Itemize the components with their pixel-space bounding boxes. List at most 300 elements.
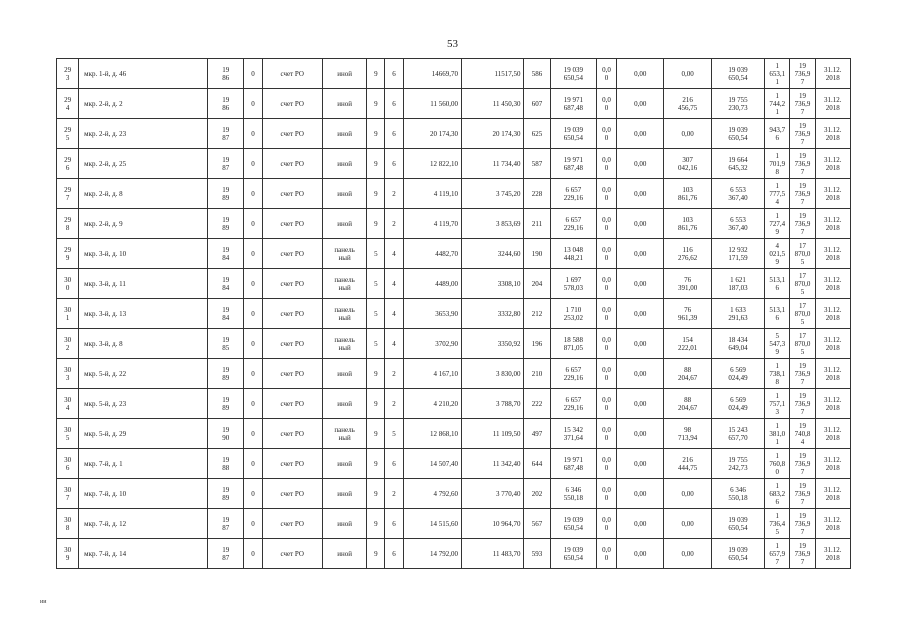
deadline-cell: 31.12. 2018 xyxy=(815,389,850,419)
total-area-cell: 4 119,70 xyxy=(403,209,461,239)
year-cell: 19 89 xyxy=(208,389,244,419)
table-row xyxy=(57,539,851,569)
year-cell: 19 88 xyxy=(208,449,244,479)
floors-cell: 5 xyxy=(367,269,385,299)
limit-cost-cell: 19 740,8 4 xyxy=(790,419,815,449)
total-area-cell: 12 822,10 xyxy=(403,149,461,179)
fund-share-cell: 0,0 0 xyxy=(596,479,616,509)
other-funds-cell: 1 621 187,03 xyxy=(711,269,764,299)
deadline-cell: 31.12. 2018 xyxy=(815,449,850,479)
residents-cell: 222 xyxy=(524,389,550,419)
wall-material-cell: панель ный xyxy=(322,329,366,359)
address-cell: мкр. 3-й, д. 10 xyxy=(79,239,208,269)
other-funds-cell: 19 039 650,54 xyxy=(711,59,764,89)
budget-cell: 0,00 xyxy=(617,149,664,179)
owners-funds-cell: 103 861,76 xyxy=(664,179,711,209)
owners-funds-cell: 88 204,67 xyxy=(664,389,711,419)
limit-cost-cell: 19 736,9 7 xyxy=(790,509,815,539)
entrances-cell: 4 xyxy=(385,269,403,299)
limit-cost-cell: 17 870,0 5 xyxy=(790,269,815,299)
table-row xyxy=(57,359,851,389)
address-cell: мкр. 7-й, д. 12 xyxy=(79,509,208,539)
entrances-cell: 6 xyxy=(385,449,403,479)
zero-cell: 0 xyxy=(244,239,262,269)
deadline-cell: 31.12. 2018 xyxy=(815,89,850,119)
year-cell: 19 87 xyxy=(208,539,244,569)
total-cost-cell: 19 971 687,48 xyxy=(550,89,596,119)
table-row xyxy=(57,239,851,269)
entrances-cell: 2 xyxy=(385,479,403,509)
total-cost-cell: 6 657 229,16 xyxy=(550,389,596,419)
floors-cell: 9 xyxy=(367,209,385,239)
living-area-cell: 3350,92 xyxy=(461,329,523,359)
owners-funds-cell: 76 391,00 xyxy=(664,269,711,299)
total-cost-cell: 19 039 650,54 xyxy=(550,539,596,569)
limit-cost-cell: 19 736,9 7 xyxy=(790,209,815,239)
fund-share-cell: 0,0 0 xyxy=(596,539,616,569)
wall-material-cell: панель ный xyxy=(322,269,366,299)
year-cell: 19 89 xyxy=(208,479,244,509)
year-cell: 19 90 xyxy=(208,419,244,449)
total-area-cell: 4489,00 xyxy=(403,269,461,299)
entrances-cell: 2 xyxy=(385,389,403,419)
account-cell: счет РО xyxy=(262,299,322,329)
table-row xyxy=(57,419,851,449)
row-number-cell: 30 1 xyxy=(57,299,79,329)
address-cell: мкр. 2-й, д. 25 xyxy=(79,149,208,179)
fund-share-cell: 0,0 0 xyxy=(596,449,616,479)
total-cost-cell: 19 971 687,48 xyxy=(550,149,596,179)
deadline-cell: 31.12. 2018 xyxy=(815,419,850,449)
residents-cell: 644 xyxy=(524,449,550,479)
residents-cell: 190 xyxy=(524,239,550,269)
residents-cell: 586 xyxy=(524,59,550,89)
entrances-cell: 4 xyxy=(385,329,403,359)
address-cell: мкр. 7-й, д. 14 xyxy=(79,539,208,569)
zero-cell: 0 xyxy=(244,449,262,479)
total-area-cell: 20 174,30 xyxy=(403,119,461,149)
row-number-cell: 30 9 xyxy=(57,539,79,569)
residents-cell: 228 xyxy=(524,179,550,209)
zero-cell: 0 xyxy=(244,479,262,509)
entrances-cell: 2 xyxy=(385,179,403,209)
residents-cell: 202 xyxy=(524,479,550,509)
total-area-cell: 12 868,10 xyxy=(403,419,461,449)
address-cell: мкр. 2-й, д. 23 xyxy=(79,119,208,149)
table-row xyxy=(57,299,851,329)
total-cost-cell: 1 697 578,03 xyxy=(550,269,596,299)
row-number-cell: 30 8 xyxy=(57,509,79,539)
fund-share-cell: 0,0 0 xyxy=(596,59,616,89)
wall-material-cell: иной xyxy=(322,119,366,149)
budget-cell: 0,00 xyxy=(617,419,664,449)
total-area-cell: 4482,70 xyxy=(403,239,461,269)
table-row xyxy=(57,329,851,359)
living-area-cell: 11517,50 xyxy=(461,59,523,89)
address-cell: мкр. 2-й, д. 8 xyxy=(79,179,208,209)
address-cell: мкр. 3-й, д. 8 xyxy=(79,329,208,359)
zero-cell: 0 xyxy=(244,299,262,329)
entrances-cell: 6 xyxy=(385,539,403,569)
deadline-cell: 31.12. 2018 xyxy=(815,299,850,329)
limit-cost-cell: 19 736,9 7 xyxy=(790,359,815,389)
fund-share-cell: 0,0 0 xyxy=(596,299,616,329)
deadline-cell: 31.12. 2018 xyxy=(815,539,850,569)
fund-share-cell: 0,0 0 xyxy=(596,329,616,359)
other-funds-cell: 19 755 230,73 xyxy=(711,89,764,119)
budget-cell: 0,00 xyxy=(617,119,664,149)
owners-funds-cell: 154 222,01 xyxy=(664,329,711,359)
year-cell: 19 84 xyxy=(208,269,244,299)
floors-cell: 5 xyxy=(367,239,385,269)
limit-cost-cell: 19 736,9 7 xyxy=(790,479,815,509)
table-row xyxy=(57,479,851,509)
limit-cost-cell: 19 736,9 7 xyxy=(790,59,815,89)
floors-cell: 9 xyxy=(367,539,385,569)
total-cost-cell: 6 346 550,18 xyxy=(550,479,596,509)
total-cost-cell: 15 342 371,64 xyxy=(550,419,596,449)
table-row xyxy=(57,59,851,89)
wall-material-cell: панель ный xyxy=(322,299,366,329)
residents-cell: 204 xyxy=(524,269,550,299)
total-area-cell: 4 119,10 xyxy=(403,179,461,209)
deadline-cell: 31.12. 2018 xyxy=(815,149,850,179)
living-area-cell: 3332,80 xyxy=(461,299,523,329)
address-cell: мкр. 3-й, д. 13 xyxy=(79,299,208,329)
wall-material-cell: иной xyxy=(322,59,366,89)
budget-cell: 0,00 xyxy=(617,539,664,569)
row-number-cell: 29 8 xyxy=(57,209,79,239)
wall-material-cell: иной xyxy=(322,149,366,179)
account-cell: счет РО xyxy=(262,449,322,479)
table-row xyxy=(57,89,851,119)
total-cost-cell: 19 039 650,54 xyxy=(550,119,596,149)
table-row xyxy=(57,389,851,419)
limit-cost-cell: 17 870,0 5 xyxy=(790,329,815,359)
total-area-cell: 14 792,00 xyxy=(403,539,461,569)
total-cost-cell: 6 657 229,16 xyxy=(550,359,596,389)
table-row xyxy=(57,449,851,479)
residents-cell: 212 xyxy=(524,299,550,329)
total-area-cell: 14 515,60 xyxy=(403,509,461,539)
total-area-cell: 11 560,00 xyxy=(403,89,461,119)
floors-cell: 9 xyxy=(367,149,385,179)
living-area-cell: 3308,10 xyxy=(461,269,523,299)
floors-cell: 5 xyxy=(367,299,385,329)
living-area-cell: 3 830,00 xyxy=(461,359,523,389)
zero-cell: 0 xyxy=(244,59,262,89)
owners-funds-cell: 98 713,94 xyxy=(664,419,711,449)
total-area-cell: 3702,90 xyxy=(403,329,461,359)
budget-cell: 0,00 xyxy=(617,269,664,299)
other-funds-cell: 18 434 649,04 xyxy=(711,329,764,359)
zero-cell: 0 xyxy=(244,539,262,569)
account-cell: счет РО xyxy=(262,119,322,149)
address-cell: мкр. 3-й, д. 11 xyxy=(79,269,208,299)
address-cell: мкр. 7-й, д. 1 xyxy=(79,449,208,479)
other-funds-cell: 6 553 367,40 xyxy=(711,209,764,239)
living-area-cell: 11 483,70 xyxy=(461,539,523,569)
living-area-cell: 3 770,40 xyxy=(461,479,523,509)
owners-funds-cell: 103 861,76 xyxy=(664,209,711,239)
wall-material-cell: иной xyxy=(322,179,366,209)
address-cell: мкр. 7-й, д. 10 xyxy=(79,479,208,509)
floors-cell: 9 xyxy=(367,449,385,479)
address-cell: мкр. 5-й, д. 29 xyxy=(79,419,208,449)
year-cell: 19 89 xyxy=(208,179,244,209)
year-cell: 19 86 xyxy=(208,89,244,119)
entrances-cell: 6 xyxy=(385,89,403,119)
zero-cell: 0 xyxy=(244,149,262,179)
floors-cell: 9 xyxy=(367,389,385,419)
limit-cost-cell: 17 870,0 5 xyxy=(790,239,815,269)
zero-cell: 0 xyxy=(244,179,262,209)
account-cell: счет РО xyxy=(262,239,322,269)
row-number-cell: 30 7 xyxy=(57,479,79,509)
other-funds-cell: 19 755 242,73 xyxy=(711,449,764,479)
table-row xyxy=(57,179,851,209)
account-cell: счет РО xyxy=(262,179,322,209)
fund-share-cell: 0,0 0 xyxy=(596,509,616,539)
living-area-cell: 10 964,70 xyxy=(461,509,523,539)
budget-cell: 0,00 xyxy=(617,179,664,209)
entrances-cell: 6 xyxy=(385,509,403,539)
budget-cell: 0,00 xyxy=(617,389,664,419)
unit-cost-cell: 1 701,9 8 xyxy=(765,149,790,179)
other-funds-cell: 6 569 024,49 xyxy=(711,359,764,389)
floors-cell: 9 xyxy=(367,119,385,149)
unit-cost-cell: 1 777,5 4 xyxy=(765,179,790,209)
budget-cell: 0,00 xyxy=(617,59,664,89)
wall-material-cell: иной xyxy=(322,89,366,119)
fund-share-cell: 0,0 0 xyxy=(596,89,616,119)
deadline-cell: 31.12. 2018 xyxy=(815,359,850,389)
unit-cost-cell: 1 760,8 0 xyxy=(765,449,790,479)
wall-material-cell: иной xyxy=(322,209,366,239)
fund-share-cell: 0,0 0 xyxy=(596,179,616,209)
total-cost-cell: 18 588 871,05 xyxy=(550,329,596,359)
account-cell: счет РО xyxy=(262,359,322,389)
owners-funds-cell: 76 961,39 xyxy=(664,299,711,329)
fund-share-cell: 0,0 0 xyxy=(596,389,616,419)
entrances-cell: 5 xyxy=(385,419,403,449)
entrances-cell: 6 xyxy=(385,119,403,149)
address-cell: мкр. 5-й, д. 22 xyxy=(79,359,208,389)
unit-cost-cell: 1 381,0 1 xyxy=(765,419,790,449)
row-number-cell: 29 6 xyxy=(57,149,79,179)
budget-cell: 0,00 xyxy=(617,509,664,539)
living-area-cell: 20 174,30 xyxy=(461,119,523,149)
residents-cell: 587 xyxy=(524,149,550,179)
deadline-cell: 31.12. 2018 xyxy=(815,119,850,149)
row-number-cell: 30 3 xyxy=(57,359,79,389)
zero-cell: 0 xyxy=(244,119,262,149)
other-funds-cell: 6 569 024,49 xyxy=(711,389,764,419)
budget-cell: 0,00 xyxy=(617,239,664,269)
budget-cell: 0,00 xyxy=(617,299,664,329)
year-cell: 19 85 xyxy=(208,329,244,359)
limit-cost-cell: 19 736,9 7 xyxy=(790,119,815,149)
row-number-cell: 30 4 xyxy=(57,389,79,419)
floors-cell: 5 xyxy=(367,329,385,359)
residents-cell: 625 xyxy=(524,119,550,149)
wall-material-cell: иной xyxy=(322,359,366,389)
budget-cell: 0,00 xyxy=(617,209,664,239)
year-cell: 19 84 xyxy=(208,299,244,329)
zero-cell: 0 xyxy=(244,359,262,389)
wall-material-cell: панель ный xyxy=(322,419,366,449)
total-area-cell: 4 210,20 xyxy=(403,389,461,419)
entrances-cell: 6 xyxy=(385,149,403,179)
unit-cost-cell: 1 657,9 7 xyxy=(765,539,790,569)
owners-funds-cell: 116 276,62 xyxy=(664,239,711,269)
wall-material-cell: иной xyxy=(322,449,366,479)
wall-material-cell: иной xyxy=(322,479,366,509)
owners-funds-cell: 216 456,75 xyxy=(664,89,711,119)
limit-cost-cell: 19 736,9 7 xyxy=(790,449,815,479)
limit-cost-cell: 17 870,0 5 xyxy=(790,299,815,329)
deadline-cell: 31.12. 2018 xyxy=(815,209,850,239)
total-cost-cell: 19 039 650,54 xyxy=(550,59,596,89)
account-cell: счет РО xyxy=(262,509,322,539)
entrances-cell: 2 xyxy=(385,209,403,239)
deadline-cell: 31.12. 2018 xyxy=(815,179,850,209)
living-area-cell: 3244,60 xyxy=(461,239,523,269)
address-cell: мкр. 2-й, д. 2 xyxy=(79,89,208,119)
other-funds-cell: 12 932 171,59 xyxy=(711,239,764,269)
residents-cell: 567 xyxy=(524,509,550,539)
account-cell: счет РО xyxy=(262,389,322,419)
year-cell: 19 87 xyxy=(208,149,244,179)
year-cell: 19 89 xyxy=(208,209,244,239)
unit-cost-cell: 943,7 6 xyxy=(765,119,790,149)
row-number-cell: 29 7 xyxy=(57,179,79,209)
unit-cost-cell: 513,1 6 xyxy=(765,299,790,329)
unit-cost-cell: 5 547,3 9 xyxy=(765,329,790,359)
living-area-cell: 3 853,69 xyxy=(461,209,523,239)
budget-cell: 0,00 xyxy=(617,329,664,359)
floors-cell: 9 xyxy=(367,479,385,509)
total-area-cell: 4 167,10 xyxy=(403,359,461,389)
total-area-cell: 3653,90 xyxy=(403,299,461,329)
zero-cell: 0 xyxy=(244,89,262,119)
table-row xyxy=(57,209,851,239)
zero-cell: 0 xyxy=(244,419,262,449)
floors-cell: 9 xyxy=(367,359,385,389)
total-area-cell: 4 792,60 xyxy=(403,479,461,509)
residents-cell: 210 xyxy=(524,359,550,389)
year-cell: 19 87 xyxy=(208,119,244,149)
wall-material-cell: иной xyxy=(322,509,366,539)
account-cell: счет РО xyxy=(262,329,322,359)
floors-cell: 9 xyxy=(367,89,385,119)
deadline-cell: 31.12. 2018 xyxy=(815,329,850,359)
unit-cost-cell: 4 021,5 9 xyxy=(765,239,790,269)
unit-cost-cell: 1 683,2 6 xyxy=(765,479,790,509)
table-row xyxy=(57,149,851,179)
living-area-cell: 11 342,40 xyxy=(461,449,523,479)
wall-material-cell: панель ный xyxy=(322,239,366,269)
table-row xyxy=(57,119,851,149)
total-cost-cell: 6 657 229,16 xyxy=(550,209,596,239)
unit-cost-cell: 1 736,4 5 xyxy=(765,509,790,539)
account-cell: счет РО xyxy=(262,419,322,449)
unit-cost-cell: 1 738,1 8 xyxy=(765,359,790,389)
unit-cost-cell: 513,1 6 xyxy=(765,269,790,299)
budget-cell: 0,00 xyxy=(617,449,664,479)
row-number-cell: 29 3 xyxy=(57,59,79,89)
row-number-cell: 30 0 xyxy=(57,269,79,299)
footer-mark: ии xyxy=(40,599,47,605)
row-number-cell: 29 4 xyxy=(57,89,79,119)
unit-cost-cell: 1 653,1 1 xyxy=(765,59,790,89)
total-cost-cell: 13 048 448,21 xyxy=(550,239,596,269)
other-funds-cell: 19 664 645,32 xyxy=(711,149,764,179)
address-cell: мкр. 5-й, д. 23 xyxy=(79,389,208,419)
year-cell: 19 87 xyxy=(208,509,244,539)
table-row xyxy=(57,509,851,539)
zero-cell: 0 xyxy=(244,509,262,539)
budget-cell: 0,00 xyxy=(617,359,664,389)
account-cell: счет РО xyxy=(262,209,322,239)
other-funds-cell: 19 039 650,54 xyxy=(711,539,764,569)
floors-cell: 9 xyxy=(367,419,385,449)
account-cell: счет РО xyxy=(262,89,322,119)
other-funds-cell: 6 553 367,40 xyxy=(711,179,764,209)
housing-register-table xyxy=(56,58,851,569)
limit-cost-cell: 19 736,9 7 xyxy=(790,149,815,179)
deadline-cell: 31.12. 2018 xyxy=(815,59,850,89)
limit-cost-cell: 19 736,9 7 xyxy=(790,539,815,569)
floors-cell: 9 xyxy=(367,509,385,539)
owners-funds-cell: 0,00 xyxy=(664,119,711,149)
account-cell: счет РО xyxy=(262,479,322,509)
living-area-cell: 3 745,20 xyxy=(461,179,523,209)
total-cost-cell: 19 971 687,48 xyxy=(550,449,596,479)
wall-material-cell: иной xyxy=(322,389,366,419)
account-cell: счет РО xyxy=(262,149,322,179)
entrances-cell: 6 xyxy=(385,59,403,89)
unit-cost-cell: 1 757,1 3 xyxy=(765,389,790,419)
address-cell: мкр. 2-й, д. 9 xyxy=(79,209,208,239)
total-cost-cell: 6 657 229,16 xyxy=(550,179,596,209)
row-number-cell: 29 5 xyxy=(57,119,79,149)
owners-funds-cell: 88 204,67 xyxy=(664,359,711,389)
residents-cell: 497 xyxy=(524,419,550,449)
residents-cell: 593 xyxy=(524,539,550,569)
owners-funds-cell: 0,00 xyxy=(664,479,711,509)
other-funds-cell: 19 039 650,54 xyxy=(711,119,764,149)
row-number-cell: 29 9 xyxy=(57,239,79,269)
fund-share-cell: 0,0 0 xyxy=(596,119,616,149)
limit-cost-cell: 19 736,9 7 xyxy=(790,389,815,419)
other-funds-cell: 6 346 550,18 xyxy=(711,479,764,509)
fund-share-cell: 0,0 0 xyxy=(596,209,616,239)
other-funds-cell: 1 633 291,63 xyxy=(711,299,764,329)
living-area-cell: 11 734,40 xyxy=(461,149,523,179)
year-cell: 19 89 xyxy=(208,359,244,389)
zero-cell: 0 xyxy=(244,329,262,359)
year-cell: 19 86 xyxy=(208,59,244,89)
budget-cell: 0,00 xyxy=(617,479,664,509)
residents-cell: 211 xyxy=(524,209,550,239)
residents-cell: 196 xyxy=(524,329,550,359)
wall-material-cell: иной xyxy=(322,539,366,569)
row-number-cell: 30 2 xyxy=(57,329,79,359)
deadline-cell: 31.12. 2018 xyxy=(815,509,850,539)
floors-cell: 9 xyxy=(367,59,385,89)
account-cell: счет РО xyxy=(262,269,322,299)
